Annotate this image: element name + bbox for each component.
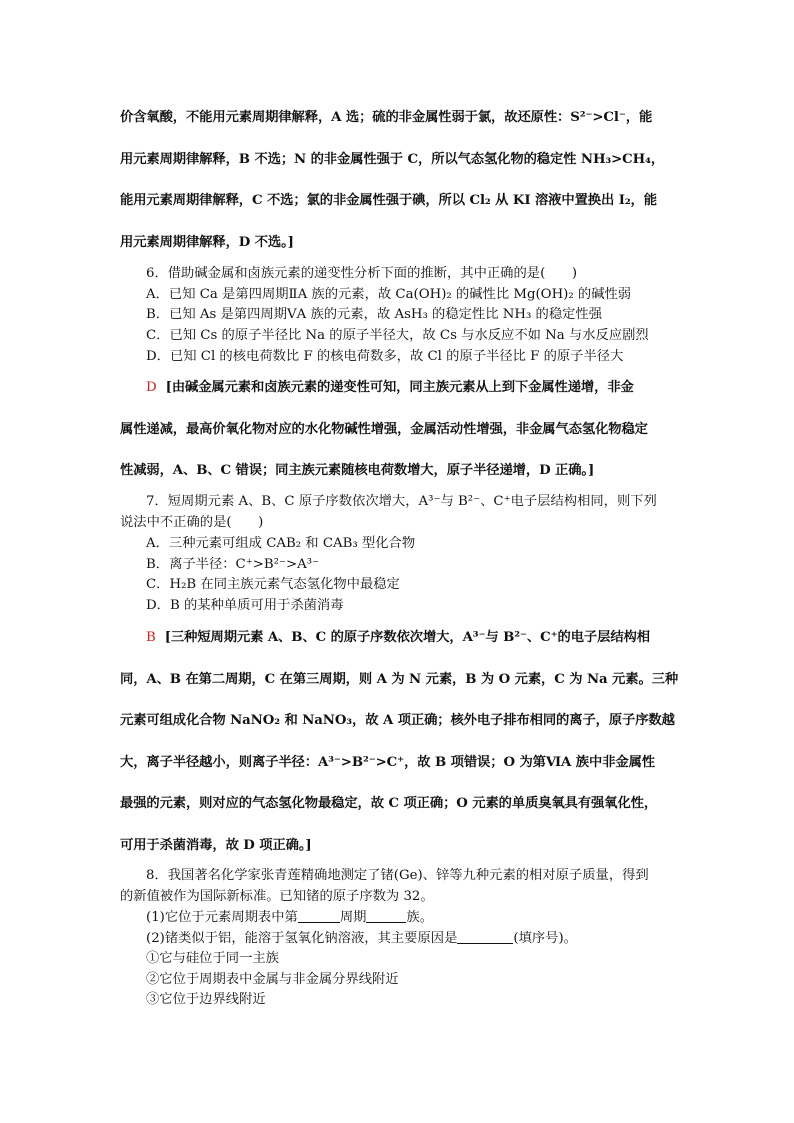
q7-explain-text-1: [三种短周期元素 A、B、C 的原子序数依次增大，A³⁻与 B²⁻、C⁺的电子层结构相 — [164, 630, 650, 645]
q8-sub1-text-a: (1)它位于元素周期表中第 — [146, 910, 298, 925]
q8-sub2 — [146, 929, 577, 949]
q8-choice-1: ①它与硅位于同一主族 — [146, 951, 279, 966]
q6-explain-text-1: [由碱金属元素和卤族元素的递变性可知，同主族元素从上到下金属性递增，非金 — [165, 380, 634, 395]
q7-explain-line-6: 可用于杀菌消毒，故 D 项正确。] — [120, 838, 312, 853]
q7-explain-line-1 — [146, 628, 650, 648]
q6-option-d: D．已知 Cl 的核电荷数比 F 的核电荷数多，故 Cl 的原子半径比 F 的原子半径大 — [146, 349, 624, 364]
explain5-line-4: 用元素周期律解释，D 不选。] — [120, 235, 294, 250]
q6-explain-line-3: 性减弱，A、B、C 错误；同主族元素随核电荷数增大，原子半径递增，D 正确。] — [120, 463, 595, 478]
q7-stem-1: 7．短周期元素 A、B、C 原子序数依次增大，A³⁻与 B²⁻、C⁺电子层结构相同，则下列 — [146, 494, 657, 509]
q7-option-c: C．H₂B 在同主族元素气态氢化物中最稳定 — [146, 577, 400, 592]
q8-stem-1: 8．我国著名化学家张青莲精确地测定了锗(Ge)、锌等九种元素的相对原子质量，得到 — [146, 868, 649, 883]
q8-group-blank[interactable] — [366, 908, 406, 923]
q6-answer: D — [146, 380, 157, 395]
q6-explain-line-1 — [146, 378, 634, 398]
q8-reason-blank[interactable] — [457, 929, 513, 944]
q8-sub2-text-a: (2)锗类似于铝，能溶于氢氧化钠溶液，其主要原因是 — [146, 931, 458, 946]
q7-explain-line-3: 元素可组成化合物 NaNO₂ 和 NaNO₃，故 A 项正确；核外电子排布相同的离子，原子序数越 — [120, 713, 675, 728]
q6-option-a: A．已知 Ca 是第四周期ⅡA 族的元素，故 Ca(OH)₂ 的碱性比 Mg(OH)₂ 的碱性弱 — [146, 287, 632, 302]
q6-option-c: C．已知 Cs 的原子半径比 Na 的原子半径大，故 Cs 与水反应不如 Na 与水反应剧烈 — [146, 328, 649, 343]
explain5-line-2: 用元素周期律解释，B 不选；N 的非金属性强于 C，所以气态氢化物的稳定性 NH₃>CH₄， — [120, 152, 665, 167]
q7-explain-line-2: 同，A、B 在第二周期，C 在第三周期，则 A 为 N 元素，B 为 O 元素，C 为 Na 元素。三种 — [120, 672, 679, 687]
q7-explain-line-4: 大，离子半径越小，则离子半径：A³⁻>B²⁻>C⁺，故 B 项错误；O 为第ⅥA 族中非金属性 — [120, 755, 655, 770]
q8-sub1-text-c: 族。 — [406, 910, 433, 925]
q7-stem-2: 说法中不正确的是( ) — [120, 515, 264, 530]
q8-sub1-text-b: 周期 — [339, 910, 367, 925]
q6-stem: 6．借助碱金属和卤族元素的递变性分析下面的推断，其中正确的是( ) — [146, 266, 578, 281]
q7-answer: B — [146, 630, 156, 645]
q7-explain-line-5: 最强的元素，则对应的气态氢化物最稳定，故 C 项正确；O 元素的单质臭氧具有强氧化性， — [120, 796, 658, 811]
q6-option-b: B．已知 As 是第四周期ⅤA 族的元素，故 AsH₃ 的稳定性比 NH₃ 的稳定性强 — [146, 307, 603, 322]
q8-sub2-text-b: (填序号)。 — [513, 931, 577, 946]
q8-sub1 — [146, 908, 433, 928]
q6-explain-line-2: 属性递减，最高价氧化物对应的水化物碱性增强，金属活动性增强，非金属气态氢化物稳定 — [120, 422, 648, 437]
q8-stem-2: 的新值被作为国际新标准。已知锗的原子序数为 32。 — [120, 889, 434, 904]
q8-choice-3: ③它位于边界线附近 — [146, 992, 266, 1007]
q7-option-b: B．离子半径：C⁺>B²⁻>A³⁻ — [146, 557, 320, 572]
q7-option-a: A．三种元素可组成 CAB₂ 和 CAB₃ 型化合物 — [146, 536, 416, 551]
explain5-line-3: 能用元素周期律解释，C 不选；氯的非金属性强于碘，所以 Cl₂ 从 KI 溶液中置换出 I₂，能 — [120, 193, 657, 208]
q8-period-blank[interactable] — [298, 908, 340, 923]
q8-choice-2: ②它位于周期表中金属与非金属分界线附近 — [146, 972, 399, 987]
explain5-line-1: 价含氧酸，不能用元素周期律解释，A 选；硫的非金属性弱于氯，故还原性：S²⁻>Cl⁻，能 — [120, 110, 653, 125]
q7-option-d: D．B 的某种单质可用于杀菌消毒 — [146, 598, 344, 613]
